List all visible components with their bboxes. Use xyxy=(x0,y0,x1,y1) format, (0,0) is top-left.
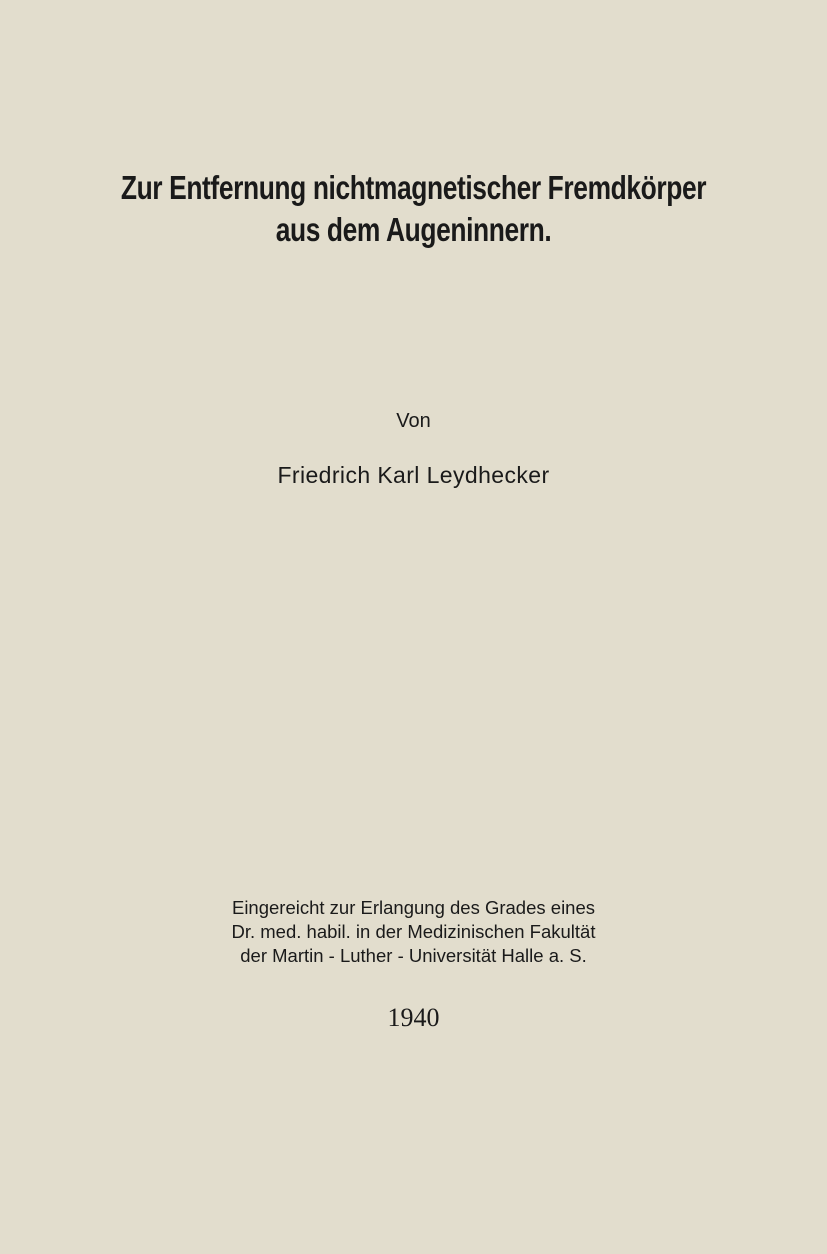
submission-note-line-3: der Martin - Luther - Universität Halle a. S. xyxy=(240,945,587,966)
submission-note-line-2: Dr. med. habil. in der Medizinischen Fakultät xyxy=(231,921,596,942)
author-name: Friedrich Karl Leydhecker xyxy=(277,462,550,488)
submission-note-line-1: Eingereicht zur Erlangung des Grades eines xyxy=(231,897,596,918)
publication-year: 1940 xyxy=(387,1003,440,1032)
title-line-2: aus dem Augeninnern. xyxy=(275,211,552,248)
by-label: Von xyxy=(396,410,431,432)
title-line-1: Zur Entfernung nichtmagnetischer Fremdkörper xyxy=(120,169,707,206)
